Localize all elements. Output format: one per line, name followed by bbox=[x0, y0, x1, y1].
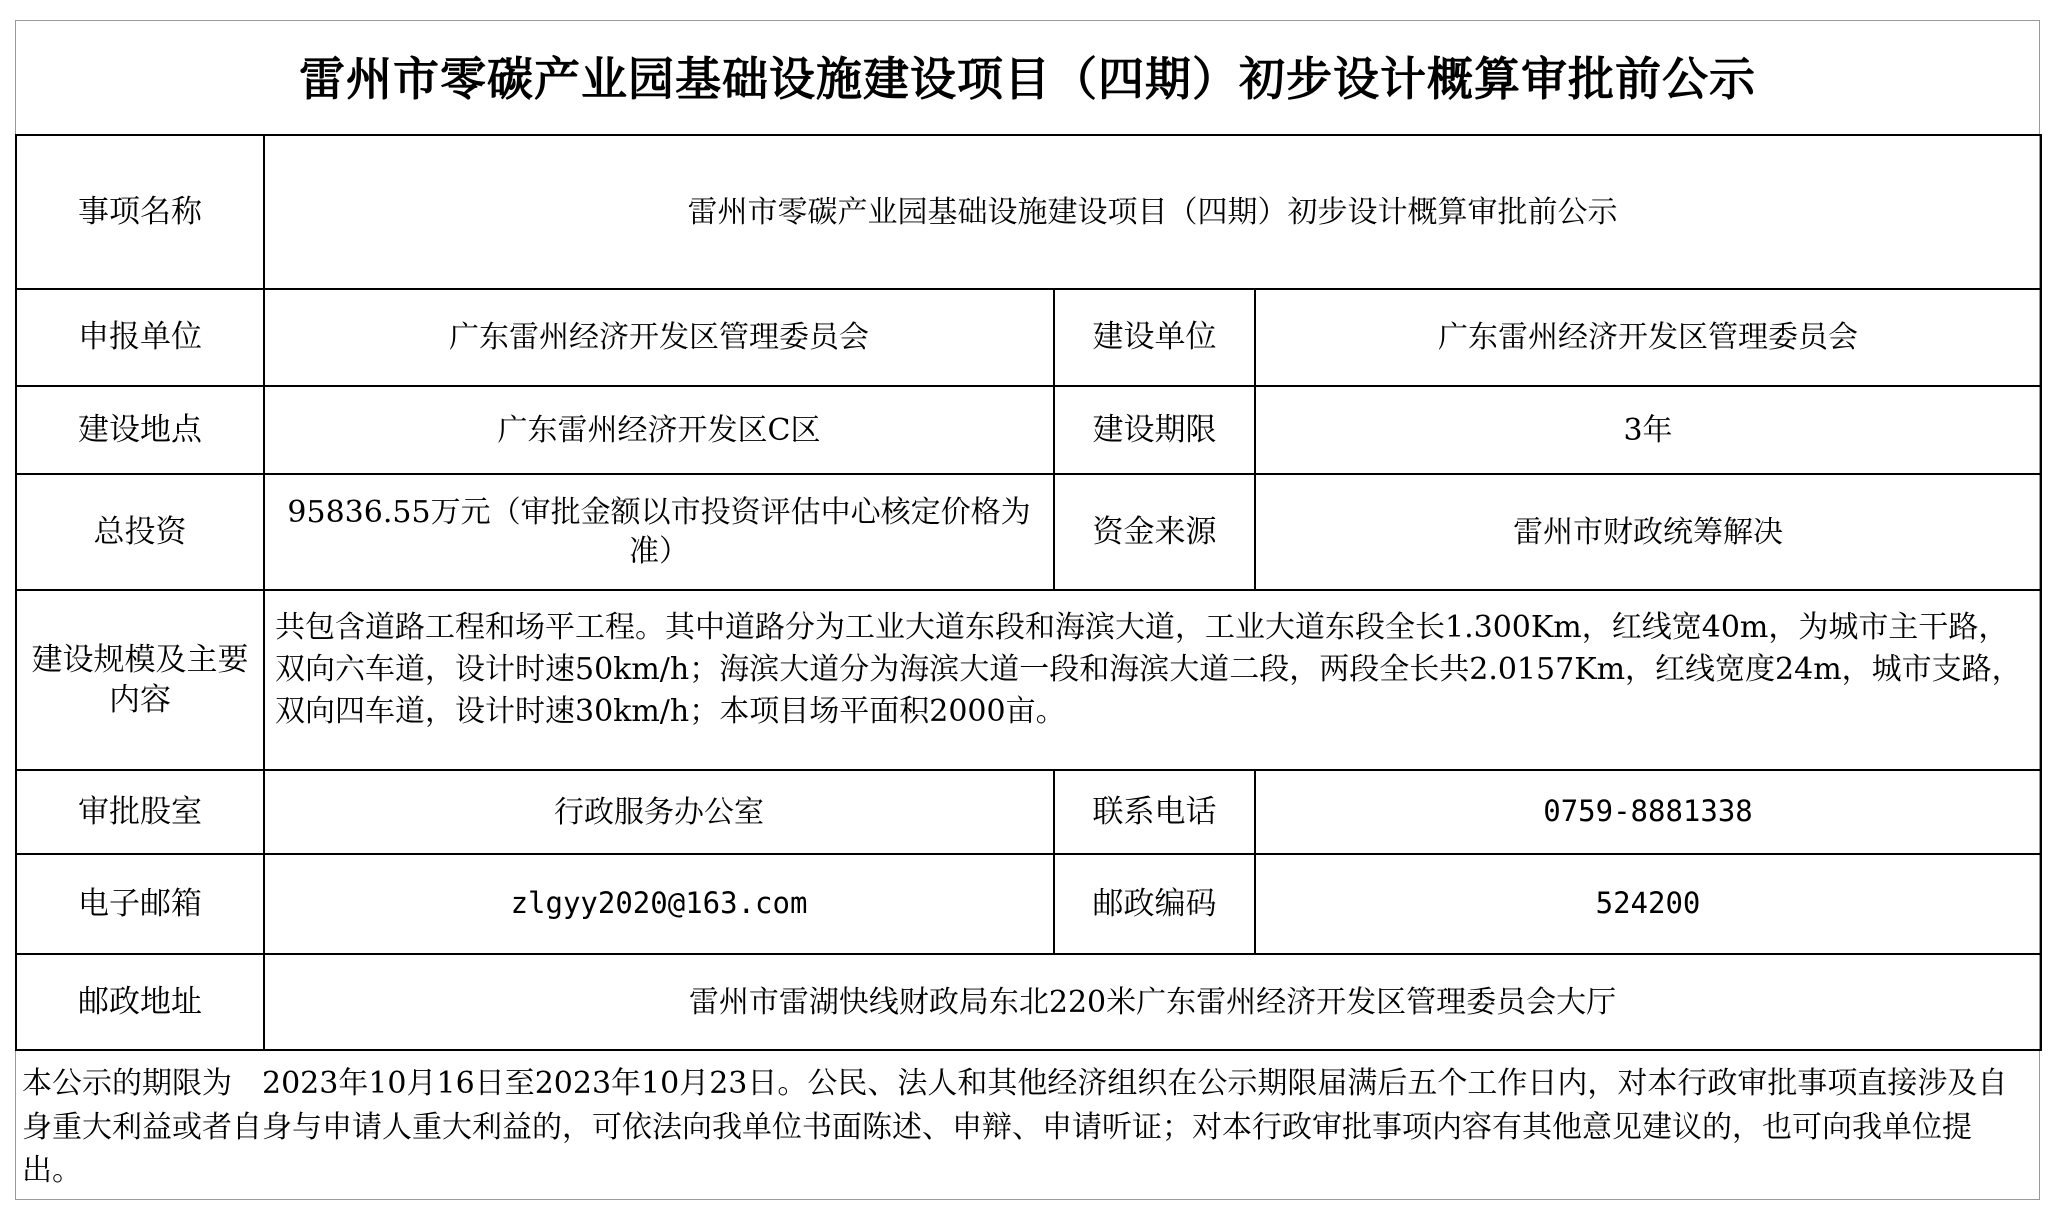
email-value: zlgyy2020@163.com bbox=[264, 854, 1054, 954]
postcode-label: 邮政编码 bbox=[1054, 854, 1255, 954]
postcode-value: 524200 bbox=[1255, 854, 2041, 954]
office-value: 行政服务办公室 bbox=[264, 770, 1054, 854]
row-office bbox=[16, 770, 2041, 854]
builder-label: 建设单位 bbox=[1054, 289, 1255, 386]
email-label: 电子邮箱 bbox=[16, 854, 264, 954]
page-title: 雷州市零碳产业园基础设施建设项目（四期）初步设计概算审批前公示 bbox=[299, 52, 1756, 106]
investment-label: 总投资 bbox=[16, 474, 264, 590]
item-name-value: 雷州市零碳产业园基础设施建设项目（四期）初步设计概算审批前公示 bbox=[264, 135, 2041, 289]
phone-label: 联系电话 bbox=[1054, 770, 1255, 854]
applicant-label: 申报单位 bbox=[16, 289, 264, 386]
row-scope bbox=[16, 590, 2041, 770]
investment-value: 95836.55万元（审批金额以市投资评估中心核定价格为准） bbox=[264, 474, 1054, 590]
period-value: 3年 bbox=[1255, 386, 2041, 474]
applicant-value: 广东雷州经济开发区管理委员会 bbox=[264, 289, 1054, 386]
row-email bbox=[16, 854, 2041, 954]
phone-value: 0759-8881338 bbox=[1255, 770, 2041, 854]
item-name-label: 事项名称 bbox=[16, 135, 264, 289]
scope-label: 建设规模及主要内容 bbox=[16, 590, 264, 770]
funding-label: 资金来源 bbox=[1054, 474, 1255, 590]
project-info-table bbox=[15, 134, 2042, 1051]
scope-value: 共包含道路工程和场平工程。其中道路分为工业大道东段和海滨大道，工业大道东段全长1.300Km，红线宽40m，为城市主干路，双向六车道，设计时速50km/h；海滨大道分为海滨大道一段和海滨大道二段，两段全长共2.0157Km，红线宽度24m，城市支路，双向四车道，设计时速30km/h；本项目场平面积2000亩。 bbox=[264, 590, 2041, 770]
address-value: 雷州市雷湖快线财政局东北220米广东雷州经济开发区管理委员会大厅 bbox=[264, 954, 2041, 1050]
builder-value: 广东雷州经济开发区管理委员会 bbox=[1255, 289, 2041, 386]
notice-text: 本公示的期限为 2023年10月16日至2023年10月23日。公民、法人和其他经济组织在公示期限届满后五个工作日内，对本行政审批事项直接涉及自身重大利益或者自身与申请人重大利益的，可依法向我单位书面陈述、申辩、申请听证；对本行政审批事项内容有其他意见建议的，也可向我单位提出。 bbox=[22, 1066, 2008, 1188]
row-location bbox=[16, 386, 2041, 474]
funding-value: 雷州市财政统筹解决 bbox=[1255, 474, 2041, 590]
row-applicant bbox=[16, 289, 2041, 386]
office-label: 审批股室 bbox=[16, 770, 264, 854]
row-address bbox=[16, 954, 2041, 1050]
period-label: 建设期限 bbox=[1054, 386, 1255, 474]
location-label: 建设地点 bbox=[16, 386, 264, 474]
row-investment bbox=[16, 474, 2041, 590]
location-value: 广东雷州经济开发区C区 bbox=[264, 386, 1054, 474]
address-label: 邮政地址 bbox=[16, 954, 264, 1050]
row-item-name bbox=[16, 135, 2041, 289]
